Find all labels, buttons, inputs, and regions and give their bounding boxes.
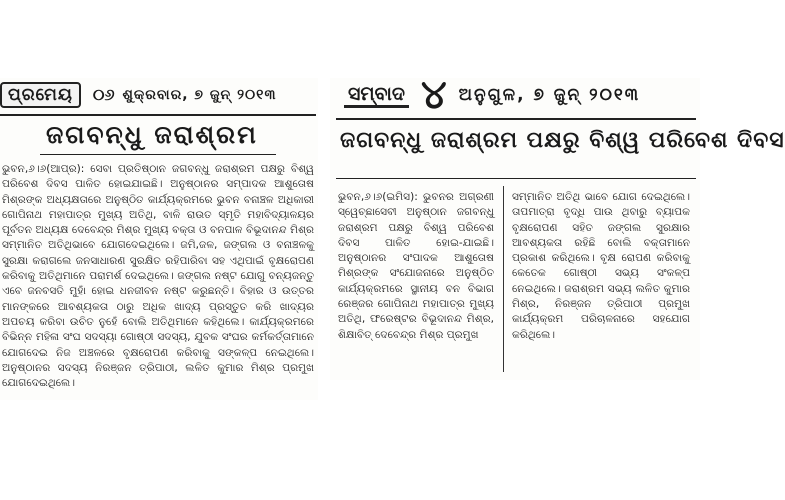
right-headline: ଜଗବନ୍ଧୁ ଜରାଶ୍ରମ ପକ୍ଷରୁ ବିଶ୍ୱ ପରିବେଶ ଦିବସ (340, 128, 785, 153)
right-dateline: ଅନୁଗୁଳ, ୭ ଜୁନ୍ ୨୦୧୩ (458, 85, 641, 105)
right-page-number: ୪ (420, 72, 447, 118)
right-headline-rule (336, 178, 696, 179)
left-masthead-rule (0, 114, 316, 116)
left-paper-name: ପ୍ରମେୟ (0, 82, 81, 108)
left-dateline: ଶୁକ୍ରବାର, ୭ ଜୁନ୍ ୨୦୧୩ (122, 87, 277, 103)
right-paper-name: ସମ୍ବାଦ (344, 83, 409, 108)
right-masthead-rule (336, 118, 696, 120)
left-page-number: ୦୬ (92, 85, 115, 104)
right-masthead (344, 72, 696, 118)
left-headline: ଜଗବନ୍ଧୁ ଜରାଶ୍ରମ (46, 120, 258, 149)
left-masthead (0, 78, 318, 112)
left-headline-rule (40, 154, 276, 155)
right-article-column-2: ସମ୍ମାନିତ ଅତିଥି ଭାବେ ଯୋଗ ଦେଇଥିଲେ। ତାପମାତ୍ରା ବୃଦ୍ଧି ପାଉ ଥିବାରୁ ବ୍ୟାପକ ବୃକ୍ଷରୋପଣ ସହିତ ଜଙ୍ଗଲ ସୁରକ୍ଷାର ଆବଶ୍ୟକତା ରହିଛି ବୋଲି ବକ୍ତାମାନେ ପ୍ରକାଶ କରିଥିଲେ। ବୃକ୍ଷ ରୋପଣ କରିବାକୁ କେତେକ ଗୋଷ୍ଠୀ ସଭ୍ୟ ସଂକଳ୍ପ ନେଇଥିଲେ। ଜରାଶ୍ରମ ସଭ୍ୟ ଲଳିତ କୁମାର ମିଶ୍ର, ନିରଞ୍ଜନ ତ୍ରିପାଠୀ ପ୍ରମୁଖ କାର୍ଯ୍ୟକ୍ରମ ପରିଚାଳନାରେ ସହଯୋଗ କରିଥିଲେ। (512, 191, 690, 341)
column-divider (503, 186, 504, 372)
left-article-body: ଭୁବନ,୬।୬(ଆପ୍ର): ସେବା ପ୍ରତିଷ୍ଠାନ ଜଗବନ୍ଧୁ ଜରାଶ୍ରମ ପକ୍ଷରୁ ବିଶ୍ୱ ପରିବେଶ ଦିବସ ପାଳିତ ହୋଇଯାଇଛି। ଅନୁଷ୍ଠାନର ସମ୍ପାଦକ ଆଶୁତୋଷ ମିଶ୍ରଙ୍କ ଅଧ୍ୟକ୍ଷତାରେ ଅନୁଷ୍ଠିତ କାର୍ଯ୍ୟକ୍ରମରେ ଭୁବନ ବନାଞ୍ଚଳ ଅଧିକାରୀ ଗୋପିନାଥ ମହାପାତ୍ର ମୁଖ୍ୟ ଅତିଥି, ବାଳି ରାଉତ ସ୍ମୃତି ମହାବିଦ୍ୟାଳୟର ପୂର୍ବତନ ଅଧ୍ୟକ୍ଷ ଦେବେନ୍ଦ୍ର ମିଶ୍ର ମୁଖ୍ୟ ବକ୍ତା ଓ ବନପାଳ ବିଭୂଦାନନ୍ଦ ମିଶ୍ର ସମ୍ମାନିତ ଅତିଥିଭାବେ ଯୋଗଦେଇଥିଲେ। ଜମି,ଜଳ, ଜଙ୍ଗଲ ଓ ବନାଞ୍ଚଳକୁ ସୁରକ୍ଷା କରାଗଲେ ଜନସାଧାରଣ ସୁରକ୍ଷିତ ରହିପାରିବା ସହ ଏଥିପାଇଁ ବୃକ୍ଷରୋପଣ କରିବାକୁ ଅତିଥିମାନେ ପରାମର୍ଶ ଦେଇଥିଲେ। ଜଙ୍ଗଲ ନଷ୍ଟ ଯୋଗୁ ବନ୍ୟଜନ୍ତୁ ଏବେ ଜନବସତି ମୁହାଁ ହୋଇ ଧନଜୀବନ ନଷ୍ଟ କରୁଛନ୍ତି। ବିହାର ଓ ଉତ୍ତର ମାନଙ୍କରେ ଆବଶ୍ୟକତା ଠାରୁ ଅଧିକ ଖାଦ୍ୟ ପ୍ରସ୍ତୁତ କରି ଖାଦ୍ୟର ଅପଚୟ କରିବା ଉଚିତ ନୁହେଁ ବୋଲି ଅତିଥିମାନେ କହିଥିଲେ। କାର୍ଯ୍ୟକ୍ରମରେ ବିଭିନ୍ନ ମହିଳା ସଂଘ ସଦସ୍ୟା ଗୋଷ୍ଠୀ ସଦସ୍ୟ, ଯୁବକ ସଂଘର କର୍ମକର୍ତ୍ତାମାନେ ଯୋଗଦେଇ ନିଜ ଅଞ୍ଚଳରେ ବୃକ୍ଷରୋପଣ କରିବାକୁ ସଙ୍କଳ୍ପ ନେଇଥିଲେ। ଅନୁଷ୍ଠାନର ସଦସ୍ୟ ନିରଞ୍ଜନ ତ୍ରିପାଠୀ, ଲଳିତ କୁମାର ମିଶ୍ର ପ୍ରମୁଖ ଯୋଗଦେଇଥିଲେ। (2, 163, 314, 390)
right-article-column-1: ଭୁବନ,୬।୬(ଇମିସ): ଭୁବନର ଅଗ୍ରଣୀ ସ୍ୱେଚ୍ଛାସେବୀ ଅନୁଷ୍ଠାନ ଜଗବନ୍ଧୁ ଜରାଶ୍ରମ ପକ୍ଷରୁ ବିଶ୍ୱ ପରିବେଶ ଦିବସ ପାଳିତ ହୋଇ-ଯାଇଛି। ଅନୁଷ୍ଠାନର ସଂପାଦକ ଆଶୁତୋଷ ମିଶ୍ରଙ୍କ ସଂଯୋଜନାରେ ଅନୁଷ୍ଠିତ କାର୍ଯ୍ୟକ୍ରମରେ ସ୍ଥାନୀୟ ବନ ବିଭାଗ ରେଞ୍ଜର ଗୋପିନାଥ ମହାପାତ୍ର ମୁଖ୍ୟ ଅତିଥି, ଫରେଷ୍ଟର ବିଭୂଦାନନ୍ଦ ମିଶ୍ର, ଶିକ୍ଷାବିତ୍ ଦେବେନ୍ଦ୍ର ମିଶ୍ର ପ୍ରମୁଖ (338, 191, 494, 341)
